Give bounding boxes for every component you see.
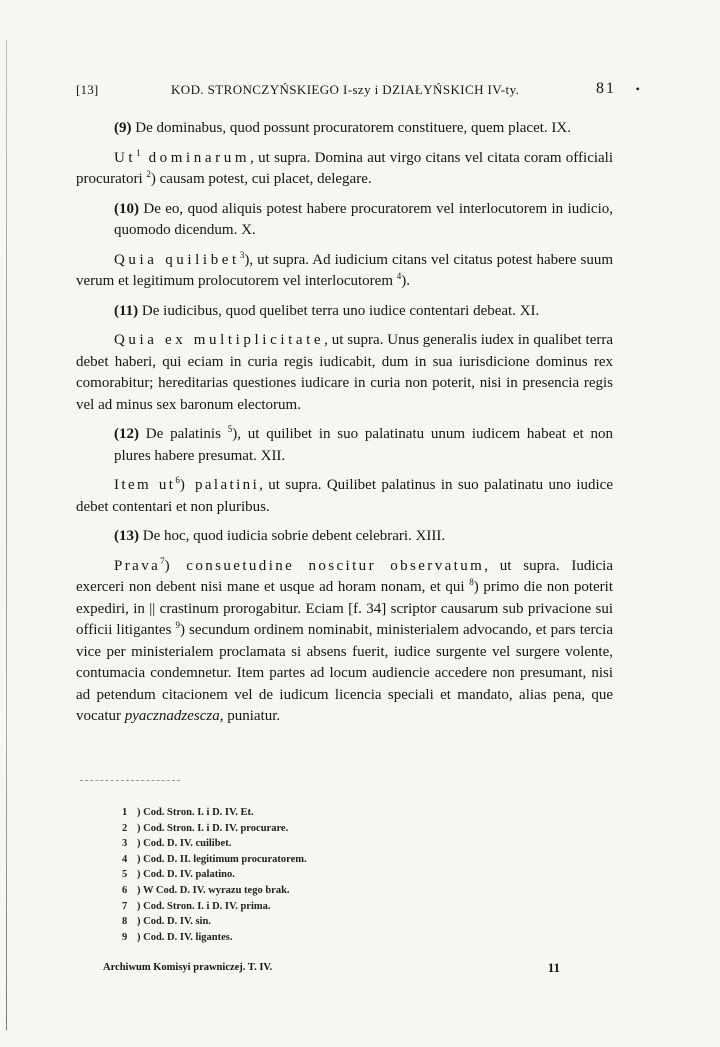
footnote-divider [80,780,180,781]
footnote-text: Cod. D. IV. palatino. [143,869,235,881]
footnote: 5 ) Cod. D. IV. palatino. [122,867,307,883]
footnote-ref: 5 [227,424,233,434]
page-footer [103,962,560,973]
header-title: KOD. STRONCZYŃSKIEGO I-szy i DZIAŁYŃSKICH IV-ty. [171,82,520,97]
footnote: 6 ) W Cod. D. IV. wyrazu tego brak. [122,883,307,899]
header-section-mark: [13] [76,82,99,97]
footnote-ref: 9 [175,620,180,630]
footnote-number: 2 [122,822,128,834]
signature-number: 11 [547,960,560,975]
footnote-ref: 4 [396,271,402,281]
paragraph-text: scriptor causarum sub privacione sui officii litigantes [76,600,614,638]
footnote-text: Cod. Stron. I. i D. IV. Et. [143,807,254,818]
heading-text: De palatinis [139,426,228,442]
footnote-ref: 2 [146,169,151,179]
footnote-text: Cod. D. IV. ligantes. [143,931,233,943]
paragraph-text: , ut supra. [484,557,560,574]
paragraph-text: ) secundum ordinem [179,622,304,638]
page-edge-line [6,40,7,1030]
footnote-text: Cod. Stron. I. i D. IV. prima. [143,900,271,912]
section-paragraph [76,148,613,191]
heading-number: (13) [114,528,139,544]
footnote-text: Cod. D. IV. cuilibet. [143,838,232,850]
paragraph-text: nominabit, ministerialem advocando, et pars tercia vice per ministerialem [76,622,613,660]
footnote-number: 3 [122,838,128,850]
footnote-ref: 3 [239,249,245,260]
footnote-number: 1 [122,807,128,818]
section-heading [114,526,613,548]
paragraph-text: , puniatur. [219,708,281,724]
paragraph-text: , ut supra. Unus generalis iudex in qualibet terra debet haberi, qui eciam in curia regis iudicabit, dum in sua iurisdicione dominus rex comorabitur; hereditarias questiones iudicare in curia non poterit, nisi in presencia regis vel ad minus sex baronum electorum. [76,332,613,413]
heading-number: (9) [114,120,132,136]
incipit: Item ut [114,477,176,493]
page-number: 81 [596,80,616,97]
section-paragraph: Prava$^7$) consuetudine noscitur observatum, ut supra. Iudicia exerceri non debent nisi mane et usque ad horam nonam, et qui $^8$) primo die non poterit expediri, in || crastinum prorogabitur. Eciam [f. 34] scriptor causarum sub privacione sui officii litigantes $^9$) secundum ordinem nominabit, ministerialem advocando, et pars tercia vice per ministerialem proclamata si absens fuerit, iudice surgente vel surgere volente, contumacia condemnetur. Item partes ad locum audiencie accedere non presumant, nisi ad petendum citacionem vel de iudicum licencia speciali et mandato, alias pena, que vocatur pyacznadzescza, puniatur. [76,555,614,724]
footnote-text: W Cod. D. IV. wyrazu tego brak. [142,884,290,896]
incipit: Prava [114,557,161,574]
section-heading [114,424,613,467]
footnote-ref: 8 [469,577,474,587]
running-header [76,80,640,100]
heading-number: (10) [114,200,139,217]
footnote-number: 9 [122,931,128,943]
footnote-number: 4 [122,853,128,865]
incipit: Quia quilibet [114,251,240,268]
heading-text: ), ut quilibet in suo palatinatu unum iudicem habeat et non plures habere presumat. XII. [114,426,613,464]
paragraph-text: Iudicia exerceri non debent nisi mane et usque ad horam nonam, et qui [76,557,613,595]
paragraph-text: ad petendum citacionem vel de iudicum licencia speciali et mandato, alias [76,686,547,703]
footnote: 4 ) Cod. D. II. legitimum procuratorem. [122,852,307,868]
section-heading [114,118,613,140]
incipit-cont: ) consuetudine noscitur observatum [164,557,485,574]
footnote-number: 8 [122,916,128,928]
footnote: 3 ) Cod. D. IV. cuilibet. [122,836,307,852]
footnote-text: Cod. D. II. legitimum procuratorem. [143,853,307,865]
main-text [76,118,613,736]
section-paragraph [76,330,613,416]
paragraph-text: ). [401,273,410,289]
section-paragraph [76,250,613,293]
footnote: 7 ) Cod. Stron. I. i D. IV. prima. [122,899,307,915]
italic-term: pyacznadzescza [124,708,220,724]
paragraph-text: , ut supra. Quilibet palatinus in suo palatinatu uno iudice debet contentari et non pluribus. [76,477,613,515]
section-heading [114,301,613,323]
heading-number: (11) [114,302,139,319]
paragraph-text: ) causam potest, cui placet, delegare. [150,171,372,187]
footnote-ref: 1 [136,147,141,158]
footnote-text: Cod. Stron. I. i D. IV. procurare. [143,822,289,834]
incipit: Quia ex multiplicitate [114,332,325,348]
paragraph-text: ), ut supra. Ad iudicium citans vel citatus potest habere suum verum et legitimum prolocutorem vel interlocutorem [76,251,613,289]
footnote-number: 5 [122,869,128,881]
header-mark: • [635,82,640,96]
section-paragraph [76,475,613,518]
footnotes [122,805,307,945]
heading-number: (12) [114,426,139,442]
footnote-ref: 7 [160,555,165,566]
footnote-text: Cod. D. IV. sin. [143,916,211,928]
footnote: 8 ) Cod. D. IV. sin. [122,914,307,930]
footnote: 2 ) Cod. Stron. I. i D. IV. procurare. [122,821,307,837]
footnote-number: 7 [122,900,128,912]
paragraph-text: condemnetur. Item partes ad locum audiencie accedere non presumant, nisi [150,665,613,681]
heading-text: De hoc, quod iudicia sobrie debent celebrari. XIII. [139,528,446,544]
heading-text: De eo, quod aliquis potest habere procuratorem vel interlocutorem in iudicio, quomodo dicendum. X. [114,200,613,238]
incipit: Ut [114,149,137,166]
footnote-number: 6 [122,884,128,896]
section-heading [114,199,613,242]
footnote-ref: 6 [175,475,180,485]
heading-text: De iudicibus, quod quelibet terra uno iudice contentari debeat. XI. [138,302,540,319]
paragraph-text: proclamata si absens fuerit, iudice surgente vel surgere volente, contumacia [76,643,614,681]
incipit-cont: dominarum [140,149,251,166]
footer-signature: Archiwum Komisyi prawniczej. T. IV. [103,962,273,973]
paragraph-text: primo die non poterit expediri, in || crastinum prorogabitur. Eciam [f. 34] [76,579,614,617]
incipit-cont: ) palatini [179,477,260,493]
heading-text: De dominabus, quod possunt procuratorem constituere, quem placet. IX. [131,120,571,136]
paragraph-text: , ut supra. Domina aut virgo citans vel citata coram officiali procuratori [76,149,614,187]
paragraph-text: pena, que vocatur [76,686,614,724]
footnote: 1 ) Cod. Stron. I. i D. IV. Et. [122,805,307,821]
footnote: 9 ) Cod. D. IV. ligantes. [122,930,307,946]
